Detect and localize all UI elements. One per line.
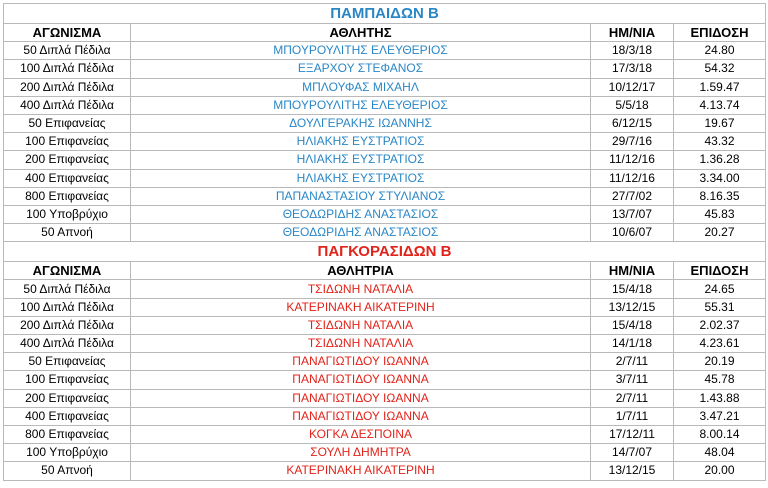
athlete-name: ΠΑΝΑΓΙΩΤΙΔΟΥ ΙΩΑΝΝΑ: [131, 389, 591, 407]
record-date: 14/1/18: [591, 335, 674, 353]
event-cell: 100 Διπλά Πέδιλα: [4, 60, 131, 78]
record-time: 8.16.35: [674, 187, 766, 205]
event-cell: 100 Επιφανείας: [4, 371, 131, 389]
event-cell: 100 Διπλά Πέδιλα: [4, 298, 131, 316]
event-cell: 50 Διπλά Πέδιλα: [4, 42, 131, 60]
record-time: 3.47.21: [674, 407, 766, 425]
record-time: 20.19: [674, 353, 766, 371]
table-row: [4, 444, 766, 462]
record-date: 11/12/16: [591, 169, 674, 187]
event-cell: 800 Επιφανείας: [4, 425, 131, 443]
record-date: 29/7/16: [591, 133, 674, 151]
table-row: [4, 335, 766, 353]
athlete-name: ΔΟΥΛΓΕΡΑΚΗΣ ΙΩΑΝΝΗΣ: [131, 114, 591, 132]
girls-performance-header: ΕΠΙΔΟΣΗ: [674, 262, 766, 280]
table-row: [4, 205, 766, 223]
table-row: [4, 187, 766, 205]
record-date: 5/5/18: [591, 96, 674, 114]
athlete-name: ΘΕΟΔΩΡΙΔΗΣ ΑΝΑΣΤΑΣΙΟΣ: [131, 205, 591, 223]
event-cell: 200 Επιφανείας: [4, 151, 131, 169]
record-date: 2/7/11: [591, 353, 674, 371]
table-row: [4, 353, 766, 371]
record-time: 8.00.14: [674, 425, 766, 443]
table-row: [4, 425, 766, 443]
table-row: [4, 151, 766, 169]
event-cell: 400 Επιφανείας: [4, 407, 131, 425]
record-time: 45.78: [674, 371, 766, 389]
record-date: 15/4/18: [591, 280, 674, 298]
record-date: 15/4/18: [591, 316, 674, 334]
girls-event-header: ΑΓΩΝΙΣΜΑ: [4, 262, 131, 280]
event-cell: 50 Επιφανείας: [4, 353, 131, 371]
event-cell: 400 Διπλά Πέδιλα: [4, 335, 131, 353]
record-date: 18/3/18: [591, 42, 674, 60]
table-row: [4, 78, 766, 96]
athlete-name: ΤΣΙΔΩΝΗ ΝΑΤΑΛΙΑ: [131, 280, 591, 298]
record-time: 4.23.61: [674, 335, 766, 353]
table-row: [4, 389, 766, 407]
boys-section-title: ΠΑΜΠΑΙΔΩΝ Β: [4, 4, 766, 24]
boys-athlete-header: ΑΘΛΗΤΗΣ: [131, 24, 591, 42]
record-date: 17/12/11: [591, 425, 674, 443]
record-time: 45.83: [674, 205, 766, 223]
record-time: 43.32: [674, 133, 766, 151]
boys-header-row: [4, 24, 766, 42]
table-row: [4, 371, 766, 389]
event-cell: 50 Επιφανείας: [4, 114, 131, 132]
record-date: 2/7/11: [591, 389, 674, 407]
event-cell: 50 Απνοή: [4, 462, 131, 480]
event-cell: 50 Διπλά Πέδιλα: [4, 280, 131, 298]
event-cell: 50 Απνοή: [4, 224, 131, 242]
table-row: [4, 133, 766, 151]
record-time: 1.59.47: [674, 78, 766, 96]
record-date: 10/12/17: [591, 78, 674, 96]
record-date: 13/12/15: [591, 462, 674, 480]
athlete-name: ΠΑΝΑΓΙΩΤΙΔΟΥ ΙΩΑΝΝΑ: [131, 353, 591, 371]
event-cell: 200 Διπλά Πέδιλα: [4, 316, 131, 334]
table-row: [4, 280, 766, 298]
girls-athlete-header: ΑΘΛΗΤΡΙΑ: [131, 262, 591, 280]
athlete-name: ΜΠΛΟΥΦΑΣ ΜΙΧΑΗΛ: [131, 78, 591, 96]
boys-performance-header: ΕΠΙΔΟΣΗ: [674, 24, 766, 42]
record-time: 1.43.88: [674, 389, 766, 407]
girls-header-row: [4, 262, 766, 280]
record-time: 1.36.28: [674, 151, 766, 169]
athlete-name: ΚΑΤΕΡΙΝΑΚΗ ΑΙΚΑΤΕΡΙΝΗ: [131, 298, 591, 316]
boys-date-header: ΗΜ/ΝΙΑ: [591, 24, 674, 42]
athlete-name: ΠΑΠΑΝΑΣΤΑΣΙΟΥ ΣΤΥΛΙΑΝΟΣ: [131, 187, 591, 205]
records-table: [3, 3, 766, 481]
record-time: 24.65: [674, 280, 766, 298]
record-date: 27/7/02: [591, 187, 674, 205]
record-time: 3.34.00: [674, 169, 766, 187]
record-date: 1/7/11: [591, 407, 674, 425]
athlete-name: ΠΑΝΑΓΙΩΤΙΔΟΥ ΙΩΑΝΝΑ: [131, 407, 591, 425]
boys-section-title-row: [4, 4, 766, 24]
record-date: 6/12/15: [591, 114, 674, 132]
event-cell: 400 Διπλά Πέδιλα: [4, 96, 131, 114]
records-sheet: [3, 3, 766, 481]
table-row: [4, 462, 766, 480]
athlete-name: ΤΣΙΔΩΝΗ ΝΑΤΑΛΙΑ: [131, 316, 591, 334]
record-date: 11/12/16: [591, 151, 674, 169]
athlete-name: ΗΛΙΑΚΗΣ ΕΥΣΤΡΑΤΙΟΣ: [131, 133, 591, 151]
table-row: [4, 298, 766, 316]
record-date: 10/6/07: [591, 224, 674, 242]
record-time: 19.67: [674, 114, 766, 132]
table-row: [4, 114, 766, 132]
record-date: 13/12/15: [591, 298, 674, 316]
event-cell: 800 Επιφανείας: [4, 187, 131, 205]
table-row: [4, 407, 766, 425]
athlete-name: ΗΛΙΑΚΗΣ ΕΥΣΤΡΑΤΙΟΣ: [131, 151, 591, 169]
athlete-name: ΜΠΟΥΡΟΥΛΙΤΗΣ ΕΛΕΥΘΕΡΙΟΣ: [131, 42, 591, 60]
athlete-name: ΘΕΟΔΩΡΙΔΗΣ ΑΝΑΣΤΑΣΙΟΣ: [131, 224, 591, 242]
record-date: 3/7/11: [591, 371, 674, 389]
event-cell: 100 Υποβρύχιο: [4, 444, 131, 462]
table-row: [4, 169, 766, 187]
athlete-name: ΚΟΓΚΑ ΔΕΣΠΟΙΝΑ: [131, 425, 591, 443]
girls-date-header: ΗΜ/ΝΙΑ: [591, 262, 674, 280]
event-cell: 100 Επιφανείας: [4, 133, 131, 151]
record-date: 13/7/07: [591, 205, 674, 223]
event-cell: 200 Διπλά Πέδιλα: [4, 78, 131, 96]
girls-section-title-row: [4, 242, 766, 262]
table-row: [4, 96, 766, 114]
athlete-name: ΠΑΝΑΓΙΩΤΙΔΟΥ ΙΩΑΝΝΑ: [131, 371, 591, 389]
record-time: 20.27: [674, 224, 766, 242]
records-table-body: [4, 4, 766, 481]
athlete-name: ΚΑΤΕΡΙΝΑΚΗ ΑΙΚΑΤΕΡΙΝΗ: [131, 462, 591, 480]
athlete-name: ΤΣΙΔΩΝΗ ΝΑΤΑΛΙΑ: [131, 335, 591, 353]
boys-event-header: ΑΓΩΝΙΣΜΑ: [4, 24, 131, 42]
record-time: 4.13.74: [674, 96, 766, 114]
record-time: 54.32: [674, 60, 766, 78]
athlete-name: ΜΠΟΥΡΟΥΛΙΤΗΣ ΕΛΕΥΘΕΡΙΟΣ: [131, 96, 591, 114]
table-row: [4, 224, 766, 242]
athlete-name: ΕΞΑΡΧΟΥ ΣΤΕΦΑΝΟΣ: [131, 60, 591, 78]
record-time: 20.00: [674, 462, 766, 480]
girls-section-title: ΠΑΓΚΟΡΑΣΙΔΩΝ Β: [4, 242, 766, 262]
event-cell: 200 Επιφανείας: [4, 389, 131, 407]
table-row: [4, 316, 766, 334]
athlete-name: ΣΟΥΛΗ ΔΗΜΗΤΡΑ: [131, 444, 591, 462]
record-time: 55.31: [674, 298, 766, 316]
athlete-name: ΗΛΙΑΚΗΣ ΕΥΣΤΡΑΤΙΟΣ: [131, 169, 591, 187]
table-row: [4, 60, 766, 78]
record-date: 14/7/07: [591, 444, 674, 462]
record-time: 48.04: [674, 444, 766, 462]
event-cell: 100 Υποβρύχιο: [4, 205, 131, 223]
record-time: 24.80: [674, 42, 766, 60]
record-date: 17/3/18: [591, 60, 674, 78]
table-row: [4, 42, 766, 60]
event-cell: 400 Επιφανείας: [4, 169, 131, 187]
record-time: 2.02.37: [674, 316, 766, 334]
